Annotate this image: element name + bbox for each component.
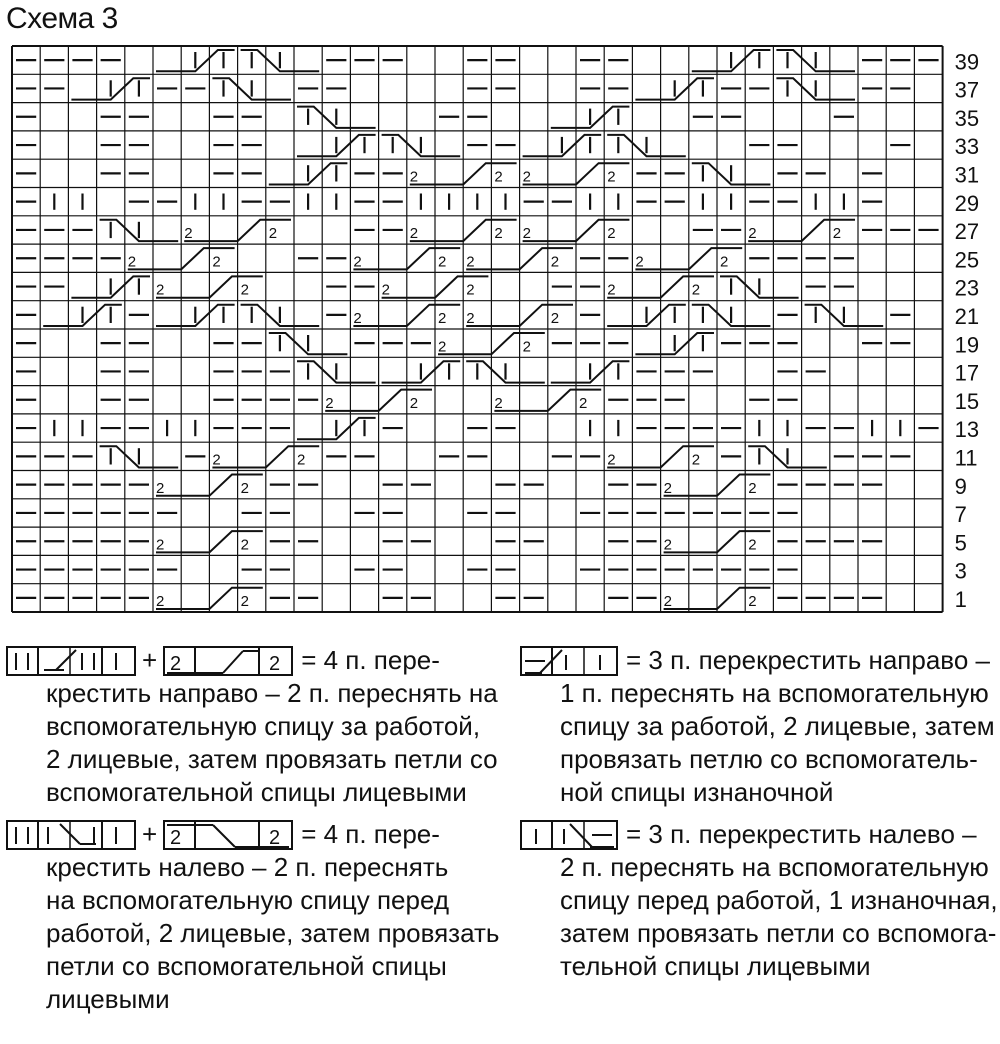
cable-number: 2 [212,451,221,469]
cable-number: 2 [748,593,757,610]
plus-sign: + [142,819,158,849]
cable-number: 2 [550,253,560,271]
legend-item3-line: ной спицы изнаночной [560,777,834,807]
legend-item3-head: = 3 п. перекрестить направо – [626,645,990,675]
cable-number: 2 [297,451,306,469]
cable-number: 2 [494,225,503,243]
cable-number: 2 [438,338,447,356]
cable-number: 2 [381,281,390,299]
cable-number: 2 [325,394,334,412]
legend-item2-line: на вспомогательную спицу перед [46,885,450,915]
row-label: 13 [954,417,980,443]
cable-number: 2 [494,394,503,412]
cable-number: 2 [522,225,531,243]
cable-number: 2 [522,168,531,186]
legend-item4-line: спицу перед работой, 1 изнаночная, [560,885,998,915]
cross-right-4-symbol-a [6,646,136,676]
row-label: 5 [954,530,967,556]
legend-item4-line: 2 п. переснять на вспомогательную [560,852,989,882]
legend-item-cross-right-3 [520,644,995,809]
legend-item3-line: провязать петлю со вспомогатель- [560,744,978,774]
cable-number: 2 [579,394,588,412]
cable-number: 2 [720,253,729,271]
cable-number: 2 [607,451,616,469]
cable-number: 2 [156,536,165,554]
cable-number: 2 [409,394,419,412]
cable-number: 2 [438,310,447,327]
cable-number: 2 [748,225,757,243]
row-label: 11 [954,445,978,471]
row-label: 7 [954,502,967,528]
cable-number: 2 [748,536,757,554]
cable-number: 2 [522,338,531,356]
row-label: 23 [954,275,980,301]
cable-number: 2 [466,281,475,299]
cross-left-4-symbol-a [6,820,136,850]
row-label: 15 [954,388,980,414]
cable-number: 2 [240,593,249,610]
cable-number: 2 [663,593,672,610]
cable-number: 2 [607,225,616,243]
legend-item2-line: лицевыми [46,984,170,1014]
legend-item1-line: вспомогательной спицы лицевыми [46,777,467,807]
row-label: 27 [954,219,980,245]
row-label: 33 [954,134,980,160]
legend-item2-line: крестить налево – 2 п. переснять [46,852,449,882]
cable-number: 2 [156,479,165,497]
cable-number: 2 [832,225,842,243]
cable-number: 2 [466,310,475,327]
page-title: Схема 3 [6,2,118,35]
cable-number: 2 [663,536,672,554]
row-label: 19 [954,332,980,358]
row-label: 39 [954,49,980,75]
legend-item1-head: = 4 п. пере- [301,645,440,675]
cable-number: 2 [607,168,616,186]
cross-left-3-symbol [520,820,618,850]
cable-number: 2 [156,281,165,299]
cable-number: 2 [184,225,193,243]
row-label: 17 [954,360,980,386]
row-label: 37 [954,77,980,103]
legend-item3-line: спицу за работой, 2 лицевые, затем [560,711,995,741]
cable-number: 2 [663,479,672,497]
legend-item-cross-left-4 [6,818,499,1016]
row-label: 3 [954,558,967,584]
cable-number: 2 [494,168,503,186]
cable-number: 2 [240,536,249,554]
row-label: 21 [954,304,980,329]
cross-right-4-symbol-b [163,646,293,676]
legend-item2-line: петли со вспомогательной спицы [46,951,447,981]
row-label: 31 [954,162,980,188]
legend-item2-line: работой, 2 лицевые, затем провязать [46,918,500,948]
cable-number: 2 [466,253,475,271]
legend-item4-line: тельной спицы лицевыми [560,951,871,981]
cable-number: 2 [635,253,644,271]
cable-number: 2 [268,225,278,243]
row-label: 29 [954,190,980,216]
cable-number: 2 [240,281,249,299]
legend-item-cross-right-4 [6,644,498,809]
row-label: 35 [954,105,980,131]
cable-number: 2 [409,168,419,186]
cable-number: 2 [691,451,701,469]
cable-number: 2 [550,310,560,327]
cable-number: 2 [438,253,447,271]
row-label: 1 [954,587,967,612]
legend-item1-line: крестить направо – 2 п. переснять на [46,678,498,708]
svg-text:2: 2 [170,652,182,675]
svg-text:2: 2 [170,826,182,849]
legend-item-cross-left-3 [520,818,998,983]
legend-item3-line: 1 п. переснять на вспомогательную [560,678,989,708]
legend-item4-line: затем провязать петли со вспомога- [560,918,997,948]
legend-item4-head: = 3 п. перекрестить налево – [626,819,977,849]
cable-number: 2 [748,479,757,497]
svg-text:2: 2 [269,826,281,849]
svg-text:2: 2 [269,652,281,675]
cable-number: 2 [409,225,419,243]
cross-right-3-symbol [520,646,618,676]
cable-number: 2 [127,253,137,271]
cable-number: 2 [691,281,701,299]
cable-number: 2 [156,593,165,610]
cable-number: 2 [607,281,616,299]
row-label: 25 [954,247,980,273]
legend-item1-line: вспомогательную спицу за работой, [46,711,481,741]
cable-number: 2 [353,253,362,271]
cable-number: 2 [240,479,249,497]
plus-sign: + [142,645,158,675]
cross-left-4-symbol-b [163,820,293,850]
row-label: 9 [954,473,967,499]
cable-number: 2 [212,253,221,271]
cable-number: 2 [353,310,362,327]
legend-item1-line: 2 лицевые, затем провязать петли со [46,744,498,774]
legend-item2-head: = 4 п. пере- [301,819,440,849]
